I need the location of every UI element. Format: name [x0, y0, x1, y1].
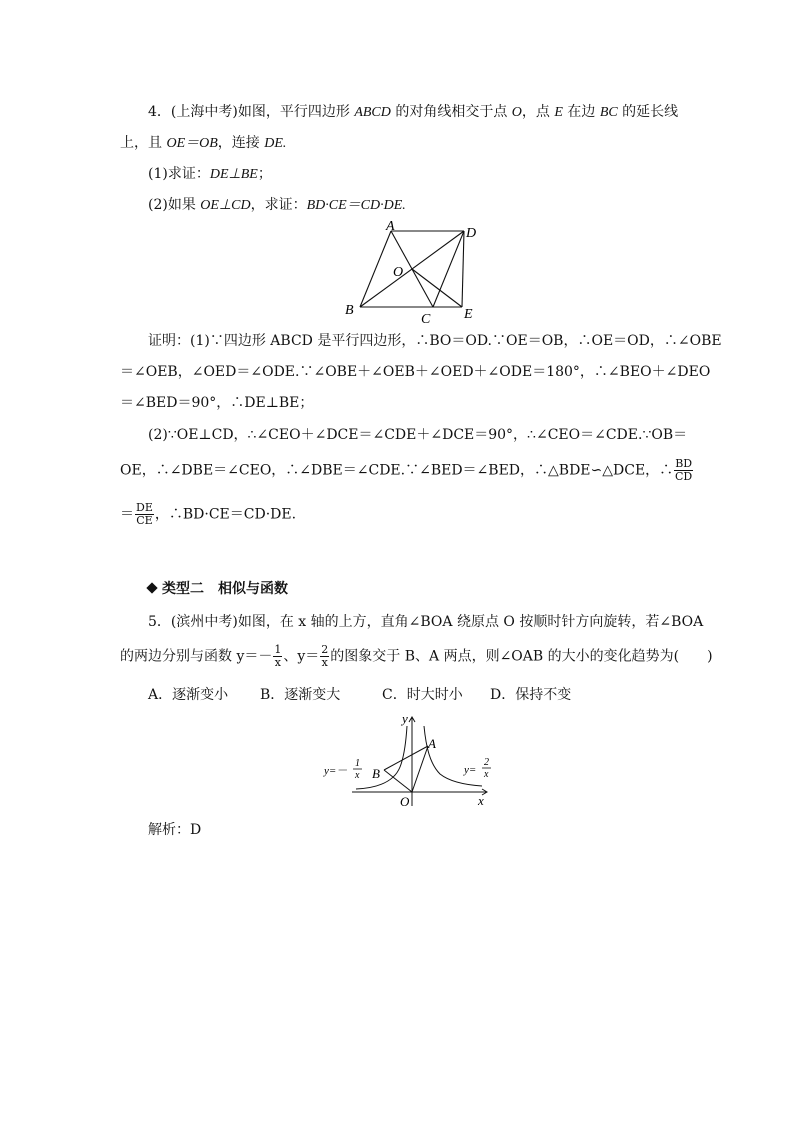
option-a: A．逐渐变小	[148, 687, 229, 703]
problem4-question2: (2)如果 OE⊥CD，求证：BD·CE＝CD·DE.	[148, 197, 406, 213]
problem4-stem-line1: 4．(上海中考)如图，平行四边形 ABCD 的对角线相交于点 O，点 E 在边 BC 的延长线	[148, 104, 679, 120]
fraction-1-x: $\frac{1}{x}$	[274, 643, 282, 669]
section-heading: 类型二 相似与函数	[148, 578, 288, 598]
proof-line-2: ＝∠OEB，∠OED＝∠ODE.∵∠OBE＋∠OEB＋∠OED＋∠ODE＝180°，∴∠BEO＋∠DEO	[120, 364, 711, 380]
problem5-stem-line2: 的两边分别与函数 y＝－ $\frac{1}{x}$ 、y＝ $\frac{2}{x}$ 的图象交于 B、A 两点，则∠OAB 的大小的变化趋势为( )	[120, 643, 713, 669]
function-graph	[322, 712, 502, 810]
left-function-num: 1	[355, 758, 360, 769]
proof-line-5: OE，∴∠DBE＝∠CEO，∴∠DBE＝∠CDE.∵∠BED＝∠BED，∴△BDE∽△DCE，∴ $\frac{BD}{CD}$	[120, 457, 693, 483]
label-C: C	[421, 312, 431, 326]
proof-line-4: (2)∵OE⊥CD，∴∠CEO＋∠DCE＝∠CDE＋∠DCE＝90°，∴∠CEO＝∠CDE.∵OB＝	[148, 427, 688, 443]
option-b: B．逐渐变大	[260, 687, 341, 703]
right-function-den: x	[484, 769, 489, 780]
label-E: E	[464, 307, 473, 322]
label-O: O	[393, 265, 404, 280]
problem5-options	[148, 685, 571, 705]
fraction-de-ce: $\frac{DE}{CE}$	[136, 501, 153, 527]
parallelogram-diagram	[338, 218, 486, 326]
fraction-2-x: $\frac{2}{x}$	[321, 643, 329, 669]
left-function-den: x	[355, 770, 360, 781]
option-d: D．保持不变	[490, 687, 572, 703]
label-B: B	[345, 303, 354, 318]
point-B-label: B	[372, 766, 380, 781]
fraction-bd-cd: $\frac{BD}{CD}$	[675, 457, 693, 483]
proof-line-1: 证明：(1)∵四边形 ABCD 是平行四边形，∴BO＝OD.∵OE＝OB，∴OE＝OD，∴∠OBE	[148, 333, 722, 349]
problem4-stem-line2: 上，且 OE＝OB，连接 DE.	[120, 135, 287, 151]
axis-y-label: y	[402, 712, 408, 726]
left-function-label: y=－	[324, 765, 348, 777]
right-function-label: y=	[464, 764, 477, 776]
label-A: A	[386, 219, 395, 234]
proof-line-6: ＝ $\frac{DE}{CE}$ ，∴BD·CE＝CD·DE.	[120, 501, 297, 527]
right-function-num: 2	[484, 757, 489, 768]
proof-line-3: ＝∠BED＝90°，∴DE⊥BE；	[120, 395, 314, 411]
origin-label: O	[400, 794, 410, 809]
label-D: D	[466, 226, 477, 241]
point-A-label: A	[428, 736, 436, 751]
option-c: C．时大时小	[382, 687, 463, 703]
problem4-question1: (1)求证：DE⊥BE；	[148, 166, 272, 182]
axis-x-label: x	[478, 793, 484, 808]
problem5-answer: 解析：D	[148, 822, 202, 838]
problem5-stem-line1: 5．(滨州中考)如图，在 x 轴的上方，直角∠BOA 绕原点 O 按顺时针方向旋转，若∠BOA	[148, 614, 704, 630]
diamond-bullet-icon	[146, 582, 157, 593]
